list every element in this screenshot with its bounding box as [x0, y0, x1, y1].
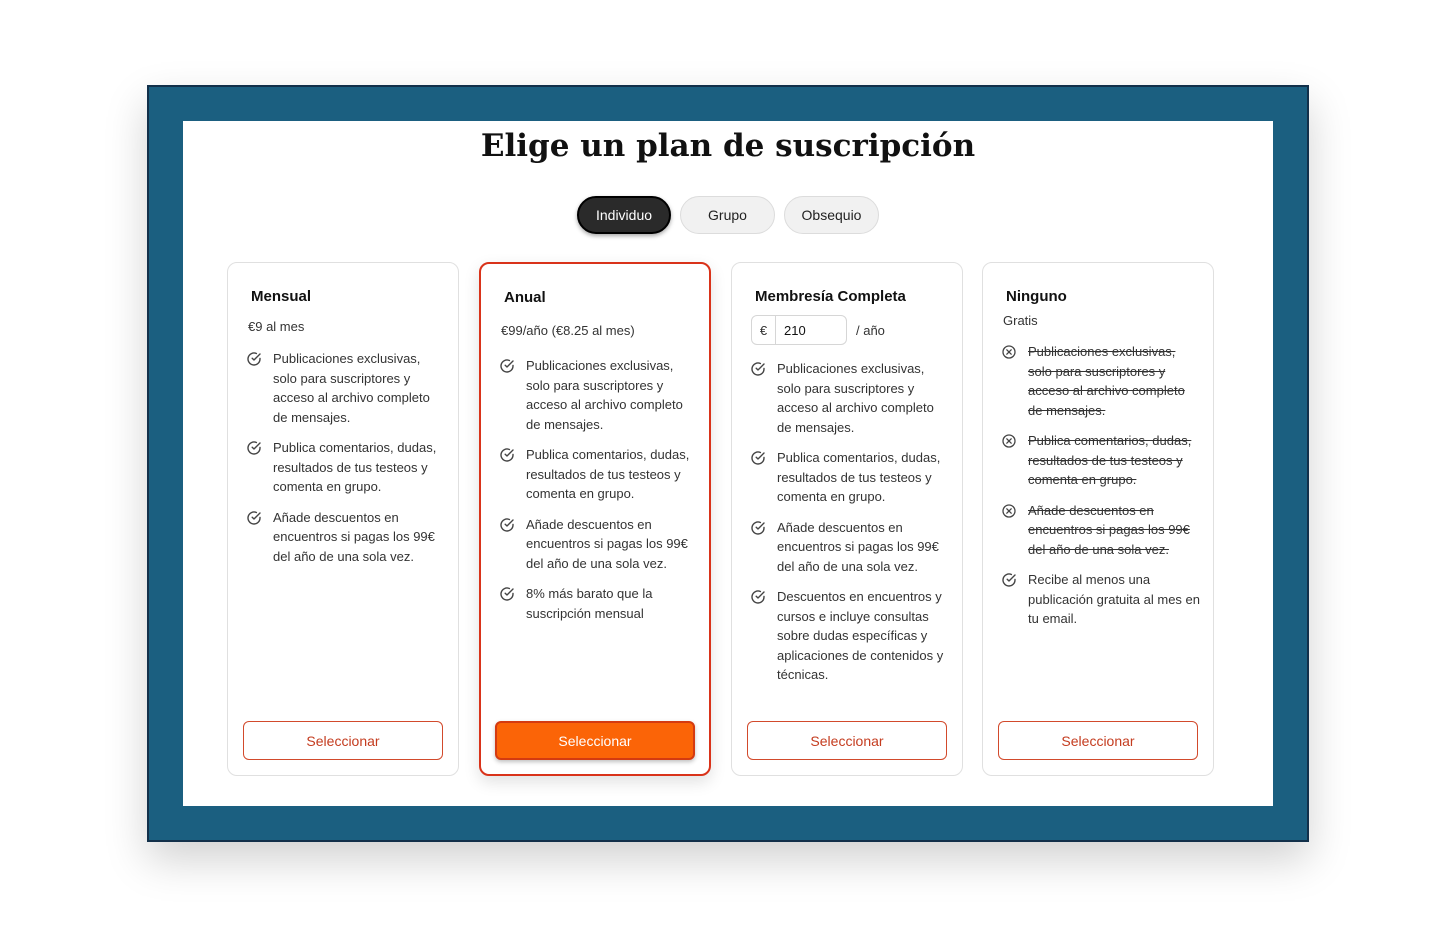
check-circle-icon [750, 520, 766, 536]
check-circle-icon [246, 440, 262, 456]
feature-text: Publicaciones exclusivas, solo para suscriptores y acceso al archivo completo de mensajes. [526, 358, 683, 432]
feature-list [750, 359, 950, 696]
check-circle-icon [499, 358, 515, 374]
list-item [499, 356, 697, 434]
select-button-membresia[interactable]: Seleccionar [747, 721, 947, 760]
feature-text: Publica comentarios, dudas, resultados de tus testeos y comenta en grupo. [1028, 433, 1192, 487]
select-button-ninguno[interactable]: Seleccionar [998, 721, 1198, 760]
check-circle-icon [246, 351, 262, 367]
tab-individuo[interactable]: Individuo [577, 196, 671, 234]
list-item [1001, 570, 1201, 629]
list-item [246, 438, 446, 497]
feature-text: Publicaciones exclusivas, solo para suscriptores y acceso al archivo completo de mensajes. [777, 361, 934, 435]
page-title: Elige un plan de suscripción [480, 128, 976, 164]
currency-symbol: € [752, 316, 776, 344]
feature-list [246, 349, 446, 577]
plan-name: Mensual [251, 288, 312, 305]
list-item [750, 448, 950, 507]
list-item [750, 518, 950, 577]
plan-card-membresia-completa [731, 262, 963, 776]
feature-text: Publicaciones exclusivas, solo para suscriptores y acceso al archivo completo de mensajes. [1028, 344, 1185, 418]
feature-text: Añade descuentos en encuentros si pagas los 99€ del año de una sola vez. [526, 516, 688, 571]
plan-name: Ninguno [1006, 288, 1067, 305]
feature-list [1001, 342, 1201, 640]
select-button-anual[interactable]: Seleccionar [495, 721, 695, 760]
feature-text: Publica comentarios, dudas, resultados de tus testeos y comenta en grupo. [526, 447, 690, 501]
x-circle-icon [1001, 433, 1017, 449]
feature-text: Publicaciones exclusivas, solo para suscriptores y acceso al archivo completo de mensajes. [273, 351, 430, 425]
plan-price: €9 al mes [248, 319, 305, 334]
select-button-mensual[interactable]: Seleccionar [243, 721, 443, 760]
plan-card-anual [479, 262, 711, 776]
list-item [246, 508, 446, 567]
custom-price-field [751, 315, 847, 345]
tab-obsequio[interactable]: Obsequio [784, 196, 879, 234]
list-item [750, 587, 950, 685]
check-circle-icon [750, 361, 766, 377]
list-item [1001, 431, 1201, 490]
x-circle-icon [1001, 503, 1017, 519]
tab-grupo[interactable]: Grupo [680, 196, 775, 234]
feature-text: Publica comentarios, dudas, resultados de tus testeos y comenta en grupo. [273, 440, 437, 494]
list-item [1001, 342, 1201, 420]
plan-price: €99/año (€8.25 al mes) [501, 323, 635, 338]
plan-name: Anual [504, 289, 546, 306]
list-item [750, 359, 950, 437]
list-item [499, 584, 697, 623]
feature-text: Recibe al menos una publicación gratuita al mes en tu email. [1028, 572, 1200, 626]
plan-card-ninguno [982, 262, 1214, 776]
feature-text: Añade descuentos en encuentros si pagas los 99€ del año de una sola vez. [1028, 502, 1190, 557]
check-circle-icon [750, 450, 766, 466]
x-circle-icon [1001, 344, 1017, 360]
feature-text: 8% más barato que la suscripción mensual [526, 586, 653, 621]
list-item [499, 515, 697, 574]
feature-text: Añade descuentos en encuentros si pagas los 99€ del año de una sola vez. [777, 519, 939, 574]
plan-type-tabs [0, 196, 1456, 234]
check-circle-icon [499, 447, 515, 463]
check-circle-icon [1001, 572, 1017, 588]
feature-text: Añade descuentos en encuentros si pagas los 99€ del año de una sola vez. [273, 509, 435, 564]
plan-name: Membresía Completa [755, 288, 906, 305]
amount-input[interactable] [776, 322, 846, 339]
custom-price-row [751, 315, 885, 345]
feature-text: Descuentos en encuentros y cursos e incluye consultas sobre dudas específicas y aplicaciones de contenidos y técnicas. [777, 589, 944, 682]
list-item [1001, 501, 1201, 560]
check-circle-icon [750, 589, 766, 605]
check-circle-icon [499, 586, 515, 602]
feature-text: Publica comentarios, dudas, resultados de tus testeos y comenta en grupo. [777, 450, 941, 504]
price-period: / año [856, 322, 885, 338]
feature-list [499, 356, 697, 634]
plan-card-mensual [227, 262, 459, 776]
check-circle-icon [246, 510, 262, 526]
list-item [499, 445, 697, 504]
plan-price: Gratis [1003, 313, 1038, 328]
list-item [246, 349, 446, 427]
check-circle-icon [499, 517, 515, 533]
